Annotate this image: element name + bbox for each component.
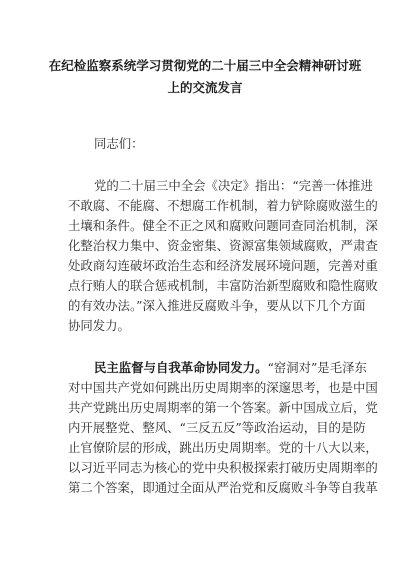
document-title-line-1: 在纪检监察系统学习贯彻党的二十届三中全会精神研讨班 (48, 58, 362, 73)
paragraph-1-line: 处政商勾连破坏政治生态和经济发展环境问题，完善对重 (68, 258, 378, 273)
paragraph-1-line: 协同发力。 (68, 318, 130, 333)
section-1-first-line-text: “窑洞对”是毛泽东 (267, 360, 367, 375)
paragraph-1-line: 点行贿人的联合惩戒机制，丰富防治新型腐败和隐性腐败 (68, 278, 378, 293)
section-1-line: 对中国共产党如何跳出历史周期率的深邃思考，也是中国 (68, 380, 378, 395)
paragraph-1-line: 的有效办法。”深入推进反腐败斗争，要从以下几个方面 (68, 298, 366, 313)
salutation: 同志们： (94, 136, 144, 151)
section-1-line: 共产党跳出历史周期率的第一个答案。新中国成立后，党 (68, 400, 378, 415)
paragraph-1-line: 化整治权力集中、资金密集、资源富集领域腐败，严肃查 (68, 238, 378, 253)
section-1-line: 内开展整党、整风、“三反五反”等政治运动，目的是防 (68, 420, 366, 435)
paragraph-1-line: 党的二十届三中全会《决定》指出：“完善一体推进 (94, 178, 373, 193)
section-1-heading: 民主监督与自我革命协同发力。 (94, 360, 268, 375)
paragraph-1-line: 土壤和条件。健全不正之风和腐败问题同查同治机制，深 (68, 218, 378, 233)
section-1-line: 止官僚阶层的形成，跳出历史周期率。党的十八大以来， (68, 440, 378, 455)
section-1-line: 第二个答案，即通过全面从严治党和反腐败斗争等自我革 (68, 480, 378, 495)
section-1-line: 以习近平同志为核心的党中央积极探索打破历史周期率的 (68, 460, 378, 475)
section-1-first-line (94, 360, 367, 376)
paragraph-1-line: 不敢腐、不能腐、不想腐工作机制，着力铲除腐败滋生的 (68, 198, 378, 213)
document-title-line-2: 上的交流发言 (167, 80, 243, 95)
